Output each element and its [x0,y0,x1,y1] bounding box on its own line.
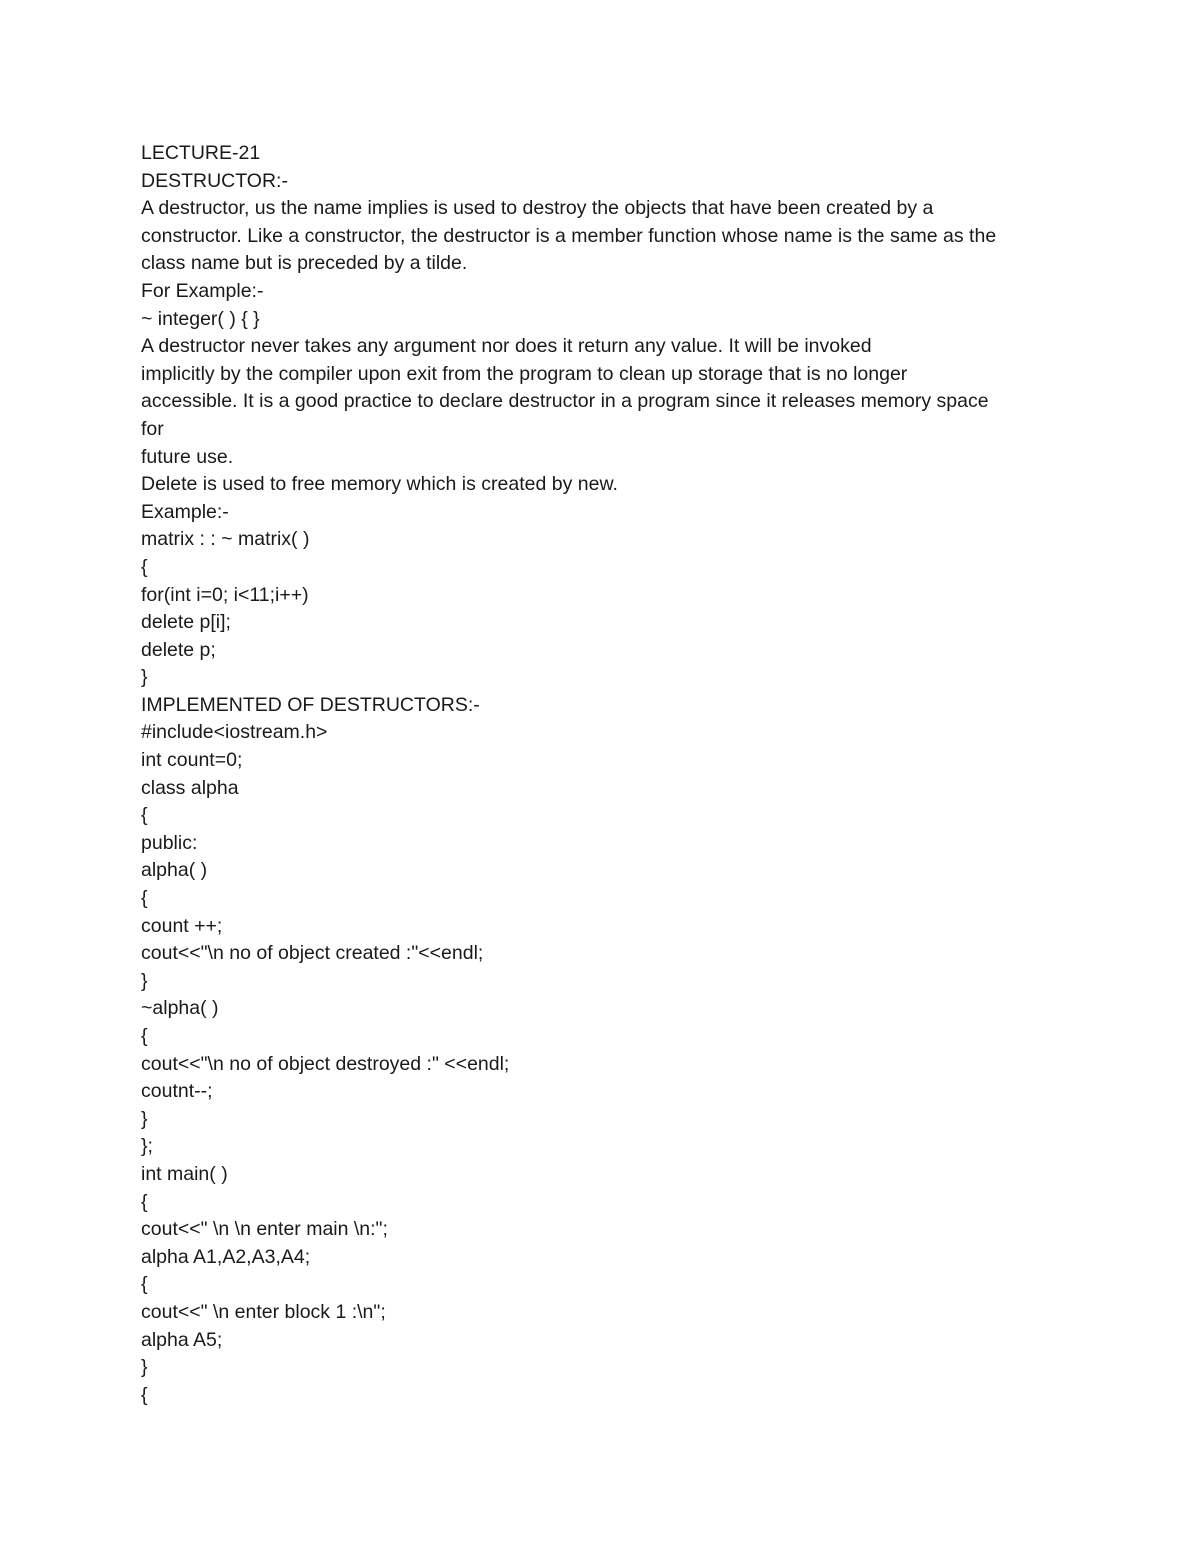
text-line: constructor. Like a constructor, the destructor is a member function whose name is the same as the [141,224,997,247]
text-line: cout<<" \n \n enter main \n:"; [141,1218,388,1241]
text-line: future use. [141,445,234,468]
text-line: } [141,666,148,689]
text-line: delete p[i]; [141,611,231,634]
text-line: } [141,1356,148,1379]
text-line: For Example:- [141,279,264,302]
text-line: } [141,1107,148,1130]
text-line: cout<<"\n no of object created :"<<endl; [141,942,484,965]
text-line: int count=0; [141,749,243,772]
text-line: { [141,804,148,827]
text-line: A destructor never takes any argument nor does it return any value. It will be invoked [141,335,872,358]
text-line: delete p; [141,638,216,661]
text-line: count ++; [141,914,223,937]
text-line: coutnt--; [141,1080,213,1103]
text-line: Example:- [141,500,229,523]
text-line: for(int i=0; i<11;i++) [141,583,309,606]
text-line: { [141,1190,148,1213]
text-line: Delete is used to free memory which is created by new. [141,473,618,496]
text-line: LECTURE-21 [141,142,261,164]
text-line: implicitly by the compiler upon exit from the program to clean up storage that is no longer [141,362,908,385]
text-line: A destructor, us the name implies is used to destroy the objects that have been created by a [141,197,934,220]
text-line: cout<<" \n enter block 1 :\n"; [141,1300,386,1323]
text-line: class alpha [141,776,239,799]
text-line: { [141,887,148,910]
text-line: DESTRUCTOR:- [141,169,288,192]
text-line: int main( ) [141,1162,228,1185]
text-line: { [141,1383,148,1406]
text-line: matrix : : ~ matrix( ) [141,528,310,551]
text-line: accessible. It is a good practice to declare destructor in a program since it releases memory space [141,390,989,413]
text-line: alpha A5; [141,1328,223,1351]
text-line: ~alpha( ) [141,997,219,1020]
text-line: }; [141,1135,153,1158]
text-line: { [141,1273,148,1296]
text-line: #include<iostream.h> [141,721,328,744]
document-body [141,140,1071,1409]
text-line: ~ integer( ) { } [141,307,260,330]
text-line: { [141,555,148,578]
text-line: cout<<"\n no of object destroyed :" <<endl; [141,1052,510,1075]
text-line: for [141,417,164,440]
text-line: alpha A1,A2,A3,A4; [141,1245,311,1268]
text-line: { [141,1025,148,1047]
text-line: } [141,969,148,992]
text-line: class name but is preceded by a tilde. [141,252,468,275]
text-line: public: [141,831,198,854]
text-line: IMPLEMENTED OF DESTRUCTORS:- [141,693,480,716]
text-line: alpha( ) [141,859,208,882]
